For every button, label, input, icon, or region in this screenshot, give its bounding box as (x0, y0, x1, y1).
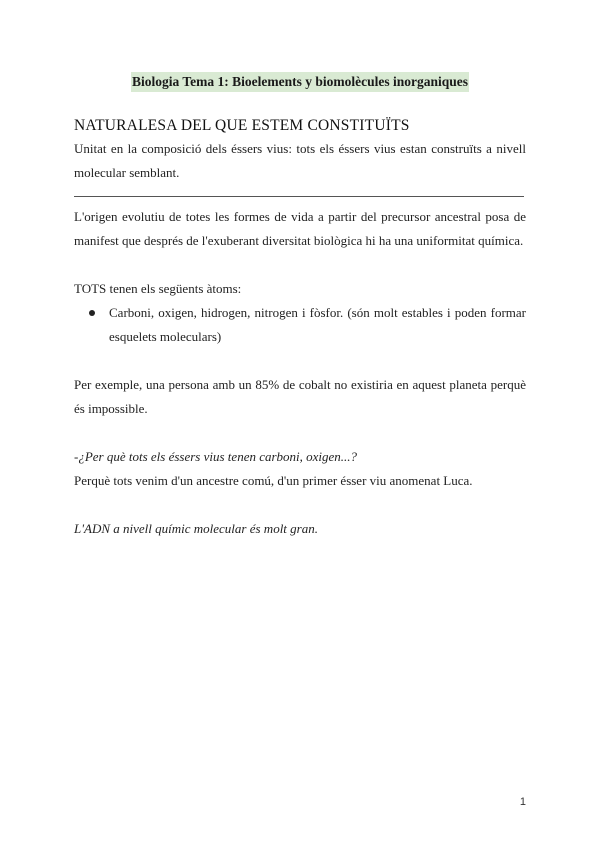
atoms-list (74, 301, 526, 349)
intro-paragraph: Unitat en la composició dels éssers vius: tots els éssers vius estan construïts a nivell molecular semblant. (74, 141, 526, 180)
spacer (74, 493, 526, 517)
title-wrap (0, 72, 600, 92)
spacer (74, 349, 526, 373)
spacer (74, 253, 526, 277)
bullet-icon (89, 310, 95, 316)
document-body (74, 117, 526, 541)
spacer (74, 421, 526, 445)
atoms-intro: TOTS tenen els següents àtoms: (74, 281, 242, 296)
horizontal-divider (74, 196, 524, 197)
page-number: 1 (519, 796, 526, 808)
question-line: -¿Per què tots els éssers vius tenen carboni, oxigen...? (74, 449, 358, 464)
list-item-text: Carboni, oxigen, hidrogen, nitrogen i fòsfor. (són molt estables i poden formar esquelets moleculars) (109, 305, 526, 344)
list-item (74, 301, 526, 349)
origin-paragraph: L'origen evolutiu de totes les formes de vida a partir del precursor ancestral posa de manifest que després de l'exuberant diversitat biològica hi ha una uniformitat química. (74, 209, 526, 248)
closing-note: L'ADN a nivell químic molecular és molt gran. (74, 521, 318, 536)
section-heading: NATURALESA DEL QUE ESTEM CONSTITUÏTS (74, 117, 410, 134)
answer-line: Perquè tots venim d'un ancestre comú, d'un primer ésser viu anomenat Luca. (74, 473, 473, 488)
example-paragraph: Per exemple, una persona amb un 85% de cobalt no existiria en aquest planeta perquè és impossible. (74, 377, 526, 416)
document-title: Biologia Tema 1: Bioelements y biomolècules inorganiques (131, 72, 469, 92)
